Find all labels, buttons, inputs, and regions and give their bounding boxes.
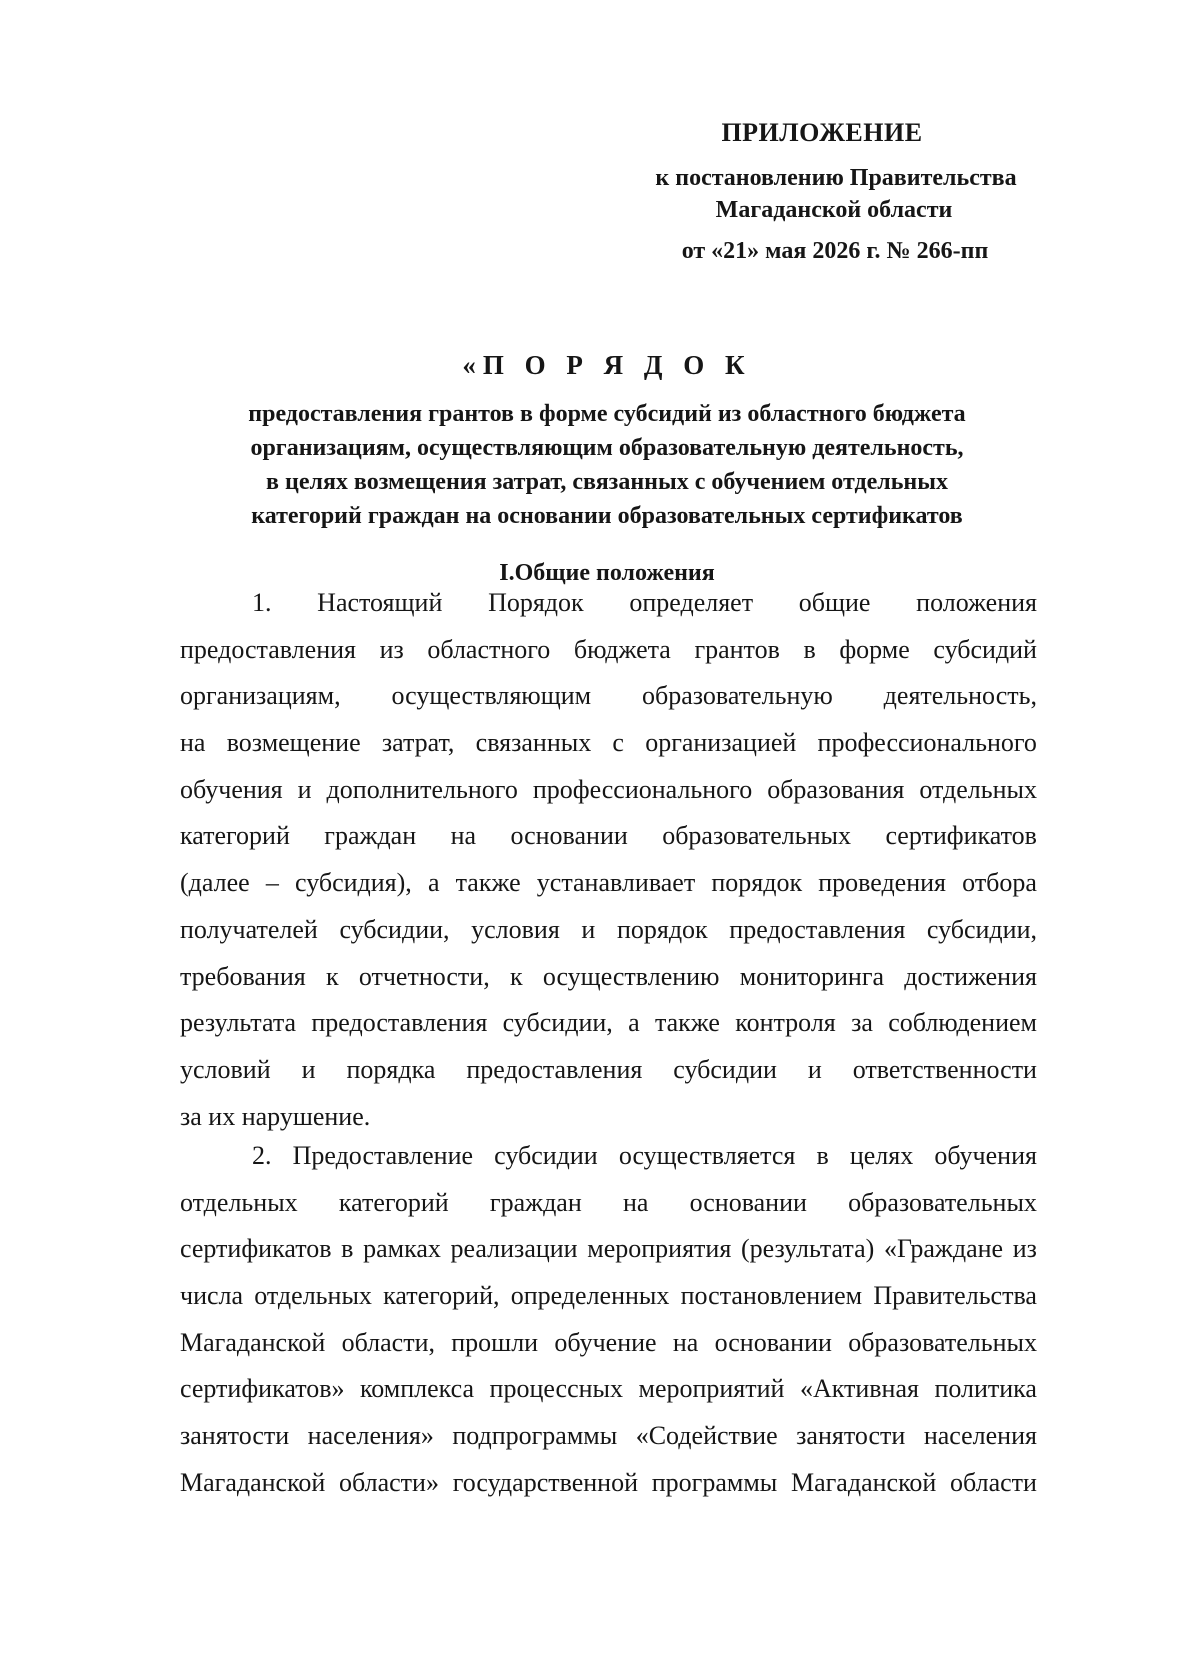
paragraph-word: и (301, 1054, 316, 1084)
paragraph-word: на (450, 821, 477, 851)
paragraph-word: определенных (510, 1281, 670, 1311)
paragraph-word: связанных (475, 728, 592, 758)
paragraph-word: категорий, (383, 1281, 500, 1311)
appendix-reference-line-1: к постановлению Правительства (655, 165, 1017, 191)
section-heading: I.Общие положения (499, 560, 715, 586)
paragraph-word: мероприятий (638, 1374, 785, 1404)
paragraph-word: осуществляющим (391, 681, 592, 711)
paragraph-word: субсидия), (295, 868, 412, 898)
paragraph-word: результата (180, 1008, 297, 1038)
paragraph-word: программы (651, 1467, 778, 1497)
paragraph-word: числа (180, 1281, 244, 1311)
order-subtitle-line: категорий граждан на основании образовательных сертификатов (251, 503, 963, 529)
paragraph-word: области (950, 1467, 1037, 1497)
paragraph-word: субсидии (494, 1141, 598, 1170)
paragraph-word: образовательных (662, 821, 852, 851)
paragraph-word: образовательную (642, 681, 833, 711)
paragraph-word: проведения (818, 868, 947, 898)
paragraph-word: граждан (324, 821, 417, 851)
paragraph-word: занятости (796, 1421, 906, 1451)
paragraph-line (180, 767, 1037, 814)
paragraph-line (180, 1413, 1037, 1460)
paragraph-word: субсидий (933, 634, 1037, 664)
paragraph-word: постановлением (680, 1281, 863, 1311)
paragraph-word: субсидии (673, 1054, 777, 1084)
paragraph-word: 1. Настоящий (252, 588, 443, 617)
paragraph-line (180, 907, 1037, 954)
paragraph-word: Магаданской (180, 1327, 326, 1357)
paragraph-word: обучения (180, 774, 283, 804)
paragraph-word: достижения (904, 961, 1037, 991)
paragraph-line (180, 1180, 1037, 1227)
paragraph-word: на (180, 728, 206, 758)
paragraph-word: «Содействие (635, 1421, 778, 1451)
paragraph-word: Магаданской (180, 1467, 326, 1497)
paragraph-word: областного (427, 634, 551, 664)
paragraph-word: обучение (554, 1327, 657, 1357)
paragraph-word: основании (714, 1327, 832, 1357)
paragraph-word: на (622, 1187, 649, 1217)
paragraph-word: Правительства (873, 1281, 1037, 1311)
paragraph-word: прошли (451, 1327, 539, 1357)
paragraph-word: сертификатов» (180, 1374, 345, 1404)
order-subtitle-line: в целях возмещения затрат, связанных с обучением отдельных (266, 469, 948, 495)
paragraph-word: осуществлению (542, 961, 720, 991)
paragraph-word: государственной (452, 1467, 639, 1497)
paragraph-word: организациям, (180, 681, 341, 711)
paragraph-word: также (455, 868, 521, 898)
paragraph-line (180, 954, 1037, 1001)
paragraph-word: определяет (629, 588, 754, 617)
paragraph-word: «Активная (799, 1374, 919, 1404)
paragraph-word: и (581, 914, 596, 944)
paragraph-word: за (851, 1008, 873, 1038)
order-title: «П О Р Я Д О К (462, 350, 752, 380)
paragraph-word: порядок (711, 868, 803, 898)
appendix-title: ПРИЛОЖЕНИЕ (721, 118, 923, 147)
paragraph-word: условия (471, 914, 560, 944)
paragraph-word: получателей (180, 914, 318, 944)
paragraph-word: предоставления (466, 1054, 643, 1084)
paragraph-word: отдельных (180, 1187, 298, 1217)
paragraph-word: отчетности, (358, 961, 490, 991)
paragraph-word: возмещение (226, 728, 361, 758)
paragraph-word: 2. (252, 1141, 272, 1170)
appendix-date: от «21» мая 2026 г. № 266-пп (681, 238, 989, 264)
paragraph-word: профессионального (532, 774, 753, 804)
paragraph-word: (далее (180, 868, 250, 898)
paragraph-word: занятости (180, 1421, 290, 1451)
paragraph-word: области» (339, 1467, 439, 1497)
paragraph-word: условий (180, 1054, 271, 1084)
paragraph-word: отбора (962, 868, 1037, 898)
paragraph-word: на (672, 1327, 699, 1357)
paragraph-word: деятельность, (883, 681, 1037, 711)
paragraph-word: в (803, 634, 816, 664)
paragraph-word: и (297, 774, 312, 804)
paragraph-word: населения (923, 1421, 1037, 1451)
paragraph-word: комплекса (359, 1374, 475, 1404)
paragraph-word: и (807, 1054, 822, 1084)
paragraph-word: устанавливает (536, 868, 696, 898)
paragraph-word: организацией (645, 728, 797, 758)
paragraph-word: форме (839, 634, 910, 664)
paragraph-word: реализации (450, 1234, 578, 1264)
paragraph-word: мероприятия (587, 1234, 732, 1264)
paragraph-word: из (379, 634, 404, 664)
paragraph-word: обучения (934, 1141, 1037, 1170)
paragraph-word: области, (341, 1327, 435, 1357)
paragraph-word: положения (916, 588, 1038, 617)
paragraph-word: «Граждане (883, 1234, 1004, 1264)
paragraph-line (180, 627, 1037, 674)
paragraph-word: в (341, 1234, 354, 1264)
paragraph-word: дополнительного (326, 774, 518, 804)
paragraph-line (180, 720, 1037, 767)
paragraph-line (180, 813, 1037, 860)
order-subtitle (180, 397, 1034, 533)
paragraph-word: сертификатов (180, 1234, 332, 1264)
paragraph-word: субсидии, (339, 914, 450, 944)
paragraph-word: основании (689, 1187, 807, 1217)
paragraph-word: отдельных (919, 774, 1037, 804)
paragraph-word: а (628, 1008, 640, 1038)
paragraph-word: грантов (694, 634, 780, 664)
paragraph-word: профессионального (817, 728, 1037, 758)
paragraph-word: подпрограммы (452, 1421, 618, 1451)
paragraph-word: с (612, 728, 624, 758)
paragraph-line (180, 860, 1037, 907)
paragraph-1 (180, 580, 1037, 1140)
paragraph-word: к (325, 961, 339, 991)
paragraph-word: субсидии, (502, 1008, 613, 1038)
paragraph-word: затрат, (381, 728, 455, 758)
paragraph-line (180, 1047, 1037, 1094)
paragraph-word: предоставления (311, 1008, 488, 1038)
paragraph-word: мониторинга (739, 961, 885, 991)
paragraph-word: в (816, 1141, 829, 1170)
paragraph-word: порядка (346, 1054, 436, 1084)
paragraph-word: категорий (338, 1187, 449, 1217)
paragraph-word: к (509, 961, 523, 991)
order-subtitle-line: организациям, осуществляющим образовательную деятельность, (250, 435, 964, 461)
paragraph-word: предоставления (180, 634, 356, 664)
paragraph-word: образования (767, 774, 905, 804)
paragraph-line (180, 673, 1037, 720)
paragraph-line: за их нарушение. (180, 1101, 371, 1131)
paragraph-word: (результата) (740, 1234, 875, 1264)
paragraph-line (180, 1366, 1037, 1413)
paragraph-word: а (427, 868, 440, 898)
paragraph-line (180, 1320, 1037, 1367)
paragraph-word: бюджета (573, 634, 671, 664)
paragraph-word: Предоставление (292, 1141, 474, 1170)
paragraph-word: Магаданской (790, 1467, 937, 1497)
paragraph-word: граждан (489, 1187, 582, 1217)
paragraph-word: общие (798, 588, 871, 617)
paragraph-line (180, 1133, 1037, 1180)
paragraph-word: контроля (735, 1008, 836, 1038)
paragraph-word: ответственности (852, 1054, 1037, 1084)
paragraph-line (180, 1460, 1037, 1507)
paragraph-word: категорий (180, 821, 290, 851)
paragraph-word: основании (510, 821, 628, 851)
paragraph-word: требования (180, 961, 306, 991)
paragraph-word: Порядок (488, 588, 584, 617)
paragraph-line (180, 1226, 1037, 1273)
paragraph-word: из (1012, 1234, 1037, 1264)
paragraph-line (180, 1000, 1037, 1047)
paragraph-line (180, 1273, 1037, 1320)
paragraph-word: сертификатов (885, 821, 1037, 851)
paragraph-word: рамках (363, 1234, 441, 1264)
paragraph-word: населения» (307, 1421, 434, 1451)
paragraph-word: осуществляется (618, 1141, 796, 1170)
paragraph-word: процессных (489, 1374, 624, 1404)
paragraph-line (180, 580, 1037, 627)
paragraph-word: – (265, 868, 279, 898)
paragraph-word: политика (934, 1374, 1037, 1404)
paragraph-word: также (654, 1008, 720, 1038)
paragraph-word: целях (849, 1141, 914, 1170)
paragraph-word: субсидии, (926, 914, 1037, 944)
paragraph-word: образовательных (848, 1327, 1037, 1357)
appendix-reference-line-2: Магаданской области (715, 197, 953, 223)
paragraph-word: соблюдением (888, 1008, 1037, 1038)
paragraph-word: порядок (616, 914, 708, 944)
paragraph-word: отдельных (254, 1281, 372, 1311)
paragraph-word: предоставления (729, 914, 906, 944)
order-subtitle-line: предоставления грантов в форме субсидий из областного бюджета (248, 401, 966, 427)
paragraph-2 (180, 1133, 1037, 1507)
paragraph-word: образовательных (848, 1187, 1037, 1217)
